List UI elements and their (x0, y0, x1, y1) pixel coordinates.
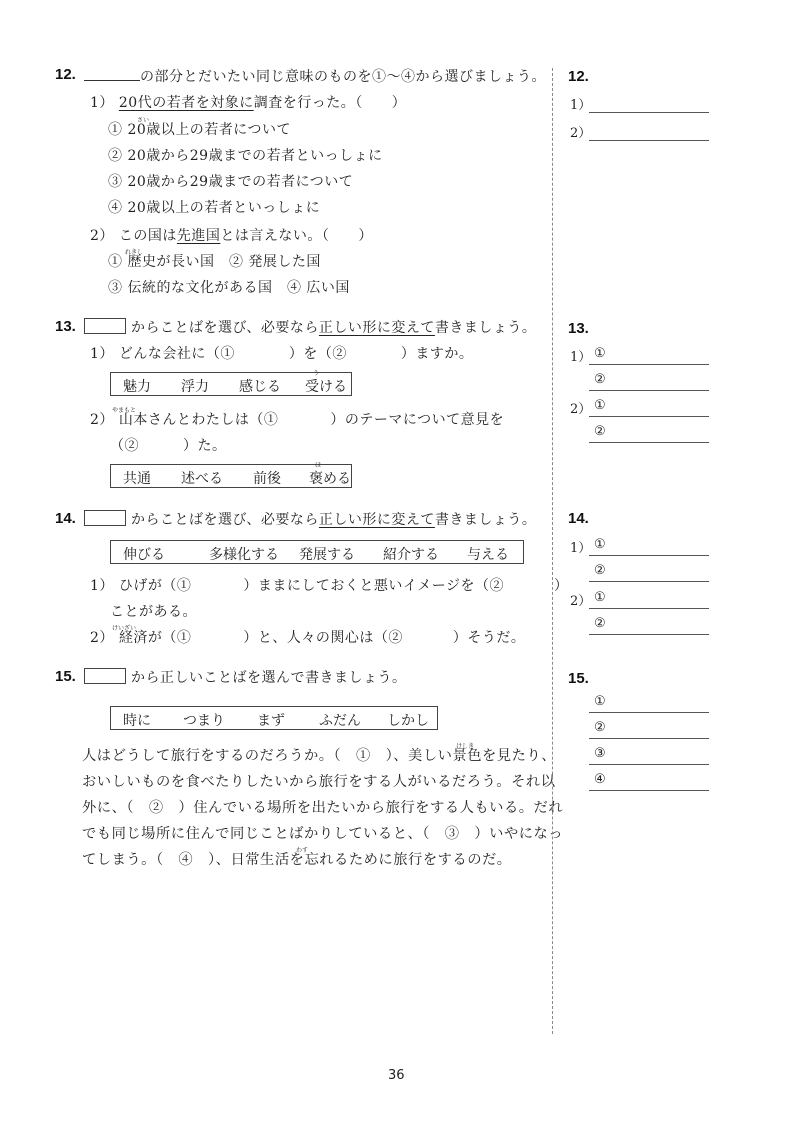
question-15-instruction (84, 668, 406, 688)
answer-field[interactable] (589, 346, 709, 365)
answer-sub-label: ② (594, 616, 606, 631)
underlined-phrase: 20代の若者を対象に (118, 95, 254, 111)
item-label: 2） (90, 228, 114, 244)
answer-sub-label: ① (594, 398, 606, 413)
word-choice: しかし (387, 713, 429, 729)
word-box-13-2 (110, 464, 352, 488)
word-choice: 共通 (123, 471, 151, 487)
item-rest: 調査を行った。（ ） (253, 95, 407, 111)
word-choice: 時に (123, 713, 151, 729)
ruby-yamamoto: やまもと (112, 407, 137, 414)
item-pre: この国は (118, 228, 177, 244)
answer-13-number: 13. (568, 320, 589, 337)
instruction-pre: からことばを選び、必要なら (130, 320, 319, 336)
answer-field[interactable] (589, 772, 709, 791)
ruby-keshiki: けしき (456, 743, 475, 750)
question-15-number: 15. (55, 668, 76, 685)
passage-line: 外に、（ ② ）住んでいる場所を出たいから旅行をする人もいる。だれ (82, 800, 564, 816)
q12-item-1 (90, 93, 406, 113)
answer-field[interactable] (589, 616, 709, 635)
answer-label: 1） (570, 541, 592, 556)
answer-sub-label: ② (594, 563, 606, 578)
answer-sub-label: ① (594, 694, 606, 709)
dashed-divider (552, 68, 553, 1034)
answer-sub-label: ② (594, 720, 606, 735)
instruction-underlined: 正しい形に変えて (318, 320, 435, 336)
q13-item-2 (90, 410, 504, 430)
q12-option: ③ 伝統的な文化がある国 (108, 280, 273, 296)
item-text: ひげが（① (118, 578, 192, 594)
answer-sub-label: ① (594, 590, 606, 605)
word-choice: 述べる (181, 471, 223, 487)
box-blank (84, 510, 126, 526)
question-14-instruction (84, 510, 536, 530)
q12-option: ④ 広い国 (286, 280, 350, 296)
answer-field[interactable] (589, 398, 709, 417)
item-text: ）を（② (288, 346, 347, 362)
word-choice: ふだん (319, 713, 361, 729)
item-text: ） (553, 578, 569, 594)
item-text: ）そうだ。 (452, 630, 526, 646)
item-text: ）ままにしておくと悪いイメージを（② (243, 578, 504, 594)
instruction-post: 書きましょう。 (434, 320, 537, 336)
answer-field[interactable] (589, 720, 709, 739)
passage-line: 人はどうして旅行をするのだろうか。（ ① ）、美しい景色を見たり、 (82, 748, 556, 764)
q12-option: ① 歴史が長い国 (108, 254, 215, 270)
answer-field[interactable] (589, 372, 709, 391)
q13-item-1 (90, 344, 473, 364)
item-label: 2） (90, 412, 114, 428)
answer-field[interactable] (589, 590, 709, 609)
word-choice: 受ける (305, 379, 347, 395)
item-text: 山本さんとわたしは（① (118, 412, 279, 428)
word-box-13-1 (110, 372, 352, 396)
answer-12-number: 12. (568, 68, 589, 85)
word-choice: 感じる (239, 379, 281, 395)
answer-label: 1） (570, 350, 592, 365)
word-box-15 (110, 706, 438, 730)
question-13-instruction (84, 318, 536, 338)
answer-sub-label: ② (594, 424, 606, 439)
box-blank (84, 318, 126, 334)
item-text: ）た。 (183, 438, 227, 454)
answer-sub-label: ③ (594, 746, 606, 761)
answer-field[interactable] (589, 694, 709, 713)
q12-option: ① 20歳以上の若者について (108, 122, 291, 138)
word-choice: 紹介する (383, 547, 439, 563)
passage-line: てしまう。（ ④ ）、日常生活を忘れるために旅行をするのだ。 (82, 852, 512, 868)
q13-item-2-cont (110, 436, 227, 456)
q12-item-2 (90, 226, 373, 246)
word-choice: まず (257, 713, 285, 729)
item-text: （② (110, 438, 139, 454)
instruction-underlined: 正しい形に変えて (318, 512, 435, 528)
item-label: 1） (90, 578, 114, 594)
passage-line: でも同じ場所に住んで同じことばかりしていると、（ ③ ）いやになっ (82, 826, 564, 842)
ruby-rekishi: れきし (125, 249, 144, 256)
instruction-text: から正しいことばを選んで書きましょう。 (130, 670, 407, 686)
item-label: 2） (90, 630, 114, 646)
item-label: 1） (90, 346, 114, 362)
item-text: どんな会社に（① (118, 346, 235, 362)
answer-label: 2） (570, 594, 592, 609)
ruby-wasu: わす (296, 847, 309, 854)
q12-options-row (108, 278, 350, 298)
passage-line: おいしいものを食べたりしたいから旅行をする人がいるだろう。それ以 (82, 774, 556, 790)
ruby-ho: ほ (315, 462, 322, 469)
q14-item-1 (90, 576, 568, 596)
ruby-sai: さい (137, 117, 150, 124)
answer-sub-label: ② (594, 372, 606, 387)
question-14-number: 14. (55, 510, 76, 527)
answer-label: 1） (570, 98, 592, 113)
box-blank (84, 668, 126, 684)
q12-option: ② 20歳から29歳までの若者といっしょに (108, 148, 383, 164)
answer-sub-label: ④ (594, 772, 606, 787)
word-choice: つまり (183, 713, 225, 729)
question-12-instruction (84, 66, 546, 87)
item-text: 経済が（① (118, 630, 192, 646)
item-text: ）のテーマについて意見を (330, 412, 505, 428)
q12-option: ③ 20歳から29歳までの若者について (108, 174, 354, 190)
word-choice: 与える (467, 547, 509, 563)
q14-item-1-cont: ことがある。 (110, 604, 197, 620)
word-choice: 発展する (299, 547, 355, 563)
q12-option: ④ 20歳以上の若者といっしょに (108, 200, 321, 216)
answer-field[interactable] (589, 537, 709, 556)
answer-sub-label: ① (594, 346, 606, 361)
word-choice: 多様化する (209, 547, 279, 563)
underlined-phrase: 先進国 (176, 228, 221, 244)
underline-blank (84, 66, 140, 81)
answer-field[interactable] (589, 424, 709, 443)
q12-option: ② 発展した国 (228, 254, 321, 270)
word-box-14 (110, 540, 524, 564)
answer-15-number: 15. (568, 670, 589, 687)
item-label: 1） (90, 95, 114, 111)
answer-label: 2） (570, 126, 592, 141)
question-13-number: 13. (55, 318, 76, 335)
instruction-text: の部分とだいたい同じ意味のものを①〜④から選びましょう。 (140, 69, 546, 85)
answer-field[interactable] (589, 563, 709, 582)
instruction-pre: からことばを選び、必要なら (130, 512, 319, 528)
answer-field[interactable] (589, 122, 709, 141)
word-choice: 浮力 (181, 379, 209, 395)
word-choice: 褒める (309, 471, 351, 487)
word-choice: 前後 (253, 471, 281, 487)
word-choice: 魅力 (123, 379, 151, 395)
answer-field[interactable] (589, 94, 709, 113)
page-number: 36 (388, 1068, 405, 1083)
q14-item-2 (90, 628, 525, 648)
word-choice: 伸びる (123, 547, 165, 563)
ruby-u: う (313, 370, 320, 377)
q12-options-row (108, 252, 321, 272)
answer-label: 2） (570, 402, 592, 417)
item-text: ）ますか。 (400, 346, 474, 362)
answer-sub-label: ① (594, 537, 606, 552)
item-text: ）と、人々の関心は（② (243, 630, 403, 646)
answer-14-number: 14. (568, 510, 589, 527)
instruction-post: 書きましょう。 (434, 512, 537, 528)
ruby-keizai: けいざい (112, 625, 137, 632)
answer-field[interactable] (589, 746, 709, 765)
question-12-number: 12. (55, 66, 76, 83)
item-rest: とは言えない。（ ） (220, 228, 373, 244)
